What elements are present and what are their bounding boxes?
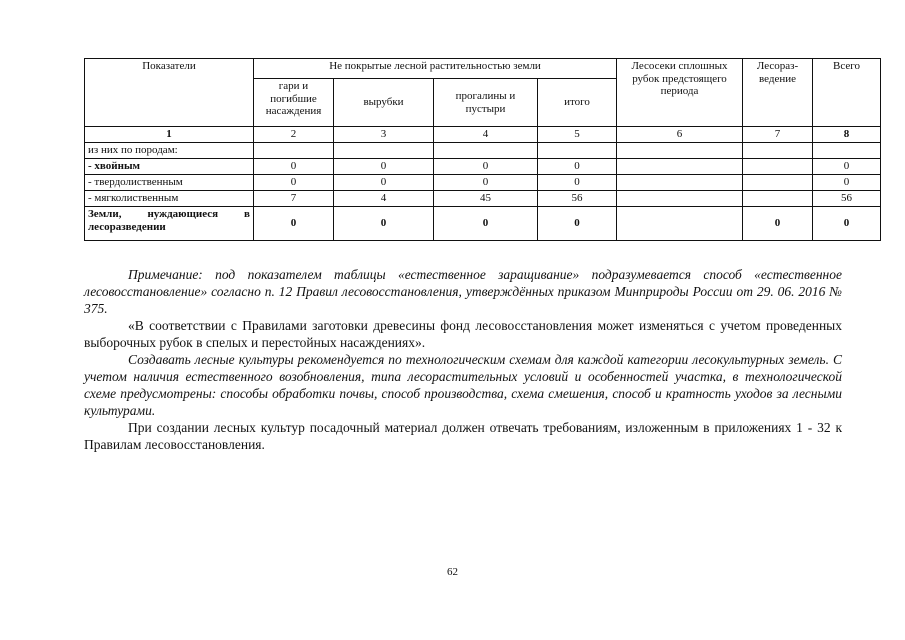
header-total: Всего bbox=[813, 59, 881, 127]
header-not-covered: Не покрытые лесной растительностью земли bbox=[254, 59, 617, 79]
col-number: 2 bbox=[254, 127, 334, 143]
row-label: Земли, нуждающиеся в лесоразведении bbox=[85, 207, 254, 241]
table-cell bbox=[617, 159, 743, 175]
table-cell bbox=[743, 175, 813, 191]
forest-lands-table bbox=[84, 58, 881, 241]
table-cell bbox=[617, 175, 743, 191]
table-row bbox=[85, 191, 881, 207]
col-number: 6 bbox=[617, 127, 743, 143]
col-number: 8 bbox=[813, 127, 881, 143]
header-clearcuts: Лесосеки сплошных рубок предстоящего периода bbox=[617, 59, 743, 127]
table-cell: 0 bbox=[538, 159, 617, 175]
note-paragraph: Создавать лесные культуры рекомендуется по технологическим схемам для каждой категории лесокультурных земель. С учетом наличия естественного возобновления, типа лесорастительных условий и особенностей участка, в технологической схеме предусмотрены: способы обработки почвы, способ производства, схема смешения, способ и кратность уходов за лесными культурами. bbox=[84, 352, 842, 418]
table-cell: 0 bbox=[334, 207, 434, 241]
table-cell: 0 bbox=[813, 207, 881, 241]
row-label: - твердолиственным bbox=[85, 175, 254, 191]
col-number: 1 bbox=[85, 127, 254, 143]
table-cell: 0 bbox=[813, 159, 881, 175]
table-cell bbox=[743, 191, 813, 207]
table-cell: 0 bbox=[334, 159, 434, 175]
header-indicators: Показатели bbox=[85, 59, 254, 127]
table-cell: 4 bbox=[334, 191, 434, 207]
notes-section bbox=[84, 266, 842, 453]
table-cell: 0 bbox=[254, 207, 334, 241]
table-cell: 45 bbox=[434, 191, 538, 207]
col-number: 4 bbox=[434, 127, 538, 143]
table-cell: 7 bbox=[254, 191, 334, 207]
col-number: 3 bbox=[334, 127, 434, 143]
table-cell: 0 bbox=[813, 175, 881, 191]
table-cell: 0 bbox=[434, 207, 538, 241]
note-paragraph: При создании лесных культур посадочный материал должен отвечать требованиям, изложенным в приложениях 1 - 32 к Правилам лесовосстановления. bbox=[84, 420, 842, 452]
header-total-sub: итого bbox=[538, 79, 617, 127]
row-label: - мягколиственным bbox=[85, 191, 254, 207]
table-row bbox=[85, 159, 881, 175]
row-label: - хвойным bbox=[85, 159, 254, 175]
table-cell: 0 bbox=[434, 159, 538, 175]
table-cell bbox=[743, 159, 813, 175]
table-cell: 0 bbox=[254, 159, 334, 175]
table-cell: 0 bbox=[538, 175, 617, 191]
table-cell: 0 bbox=[334, 175, 434, 191]
table-row bbox=[85, 175, 881, 191]
col-number: 5 bbox=[538, 127, 617, 143]
header-reforestation: Лесораз-ведение bbox=[743, 59, 813, 127]
header-burned: гари и погибшие насаждения bbox=[254, 79, 334, 127]
table-cell: 56 bbox=[538, 191, 617, 207]
table-cell: 0 bbox=[254, 175, 334, 191]
col-number: 7 bbox=[743, 127, 813, 143]
page-number: 62 bbox=[447, 566, 458, 578]
note-paragraph: Примечание: под показателем таблицы «естественное заращивание» подразумевается способ «естественное лесовосстановление» согласно п. 12 Правил лесовосстановления, утверждённых приказом Минприроды России от 29. 06. 2016 № 375. bbox=[84, 267, 842, 316]
table-cell: 0 bbox=[538, 207, 617, 241]
table-cell: 0 bbox=[743, 207, 813, 241]
species-label: из них по породам: bbox=[85, 143, 254, 159]
note-paragraph: «В соответствии с Правилами заготовки древесины фонд лесовосстановления может изменяться с учетом проведенных выборочных рубок в спелых и перестойных насаждениях». bbox=[84, 318, 842, 350]
table-cell: 0 bbox=[434, 175, 538, 191]
table-cell: 56 bbox=[813, 191, 881, 207]
header-glades: прогалины и пустыри bbox=[434, 79, 538, 127]
header-cuttings: вырубки bbox=[334, 79, 434, 127]
table-row bbox=[85, 207, 881, 241]
table-cell bbox=[617, 207, 743, 241]
table-cell bbox=[617, 191, 743, 207]
